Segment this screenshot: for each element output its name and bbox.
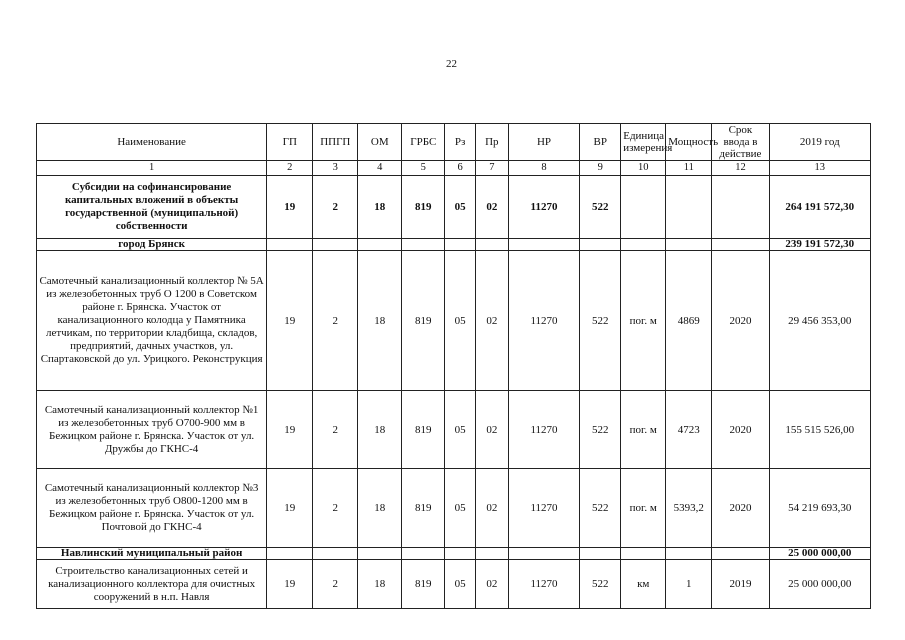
header-om: ОМ [358, 124, 402, 161]
row-unit: пог. м [621, 391, 666, 469]
column-number: 13 [769, 161, 870, 176]
row-unit [621, 176, 666, 239]
row-ppgp: 2 [313, 391, 358, 469]
row-nr: 11270 [508, 251, 580, 391]
row-vr: 522 [580, 560, 621, 609]
row-name: Самотечный канализационный коллектор №1 из железобетонных труб О700-900 мм в Бежицком районе г. Брянска. Участок от ул. Дружбы до ГКНС-4 [37, 391, 267, 469]
row-rz: 05 [445, 176, 476, 239]
row-term: 2019 [712, 560, 769, 609]
column-number: 5 [402, 161, 445, 176]
header-grbs: ГРБС [402, 124, 445, 161]
column-number-row [37, 161, 871, 176]
row-gp: 19 [267, 560, 313, 609]
row-rz: 05 [445, 469, 476, 548]
header-year: 2019 год [769, 124, 870, 161]
row-om: 18 [358, 560, 402, 609]
header-capacity: Мощность [666, 124, 712, 161]
row-vr: 522 [580, 391, 621, 469]
row-om: 18 [358, 176, 402, 239]
header-gp: ГП [267, 124, 313, 161]
row-term [712, 176, 769, 239]
section-row [37, 548, 871, 560]
row-amount: 54 219 693,30 [769, 469, 870, 548]
row-capacity: 4869 [666, 251, 712, 391]
row-rz: 05 [445, 251, 476, 391]
row-term: 2020 [712, 469, 769, 548]
row-name: Навлинский муниципальный район [37, 548, 267, 560]
header-pr: Пр [475, 124, 508, 161]
row-nr: 11270 [508, 176, 580, 239]
row-gp: 19 [267, 251, 313, 391]
column-number: 9 [580, 161, 621, 176]
row-name: Субсидии на софинансирование капитальных вложений в объекты государственной (муниципальной) собственности [37, 176, 267, 239]
row-vr: 522 [580, 176, 621, 239]
column-number: 3 [313, 161, 358, 176]
row-grbs: 819 [402, 176, 445, 239]
column-number: 6 [445, 161, 476, 176]
row-term: 2020 [712, 251, 769, 391]
row-amount: 25 000 000,00 [769, 548, 870, 560]
row-nr: 11270 [508, 469, 580, 548]
page-number: 22 [446, 58, 457, 70]
row-term: 2020 [712, 391, 769, 469]
row-amount: 29 456 353,00 [769, 251, 870, 391]
row-amount: 25 000 000,00 [769, 560, 870, 609]
row-grbs: 819 [402, 391, 445, 469]
row-unit: пог. м [621, 469, 666, 548]
table-row [37, 469, 871, 548]
header-nr: НР [508, 124, 580, 161]
column-number: 8 [508, 161, 580, 176]
row-ppgp: 2 [313, 176, 358, 239]
row-pr: 02 [475, 560, 508, 609]
header-name: Наименование [37, 124, 267, 161]
header-ppgp: ППГП [313, 124, 358, 161]
header-unit: Единица измерения [621, 124, 666, 161]
row-pr: 02 [475, 391, 508, 469]
table-row [37, 176, 871, 239]
header-rz: Рз [445, 124, 476, 161]
header-vr: ВР [580, 124, 621, 161]
row-pr: 02 [475, 469, 508, 548]
row-nr: 11270 [508, 391, 580, 469]
row-grbs: 819 [402, 251, 445, 391]
table-row [37, 251, 871, 391]
row-name: город Брянск [37, 239, 267, 251]
row-om: 18 [358, 469, 402, 548]
row-pr: 02 [475, 251, 508, 391]
row-capacity: 4723 [666, 391, 712, 469]
row-ppgp: 2 [313, 251, 358, 391]
row-gp: 19 [267, 391, 313, 469]
row-unit: км [621, 560, 666, 609]
row-vr: 522 [580, 251, 621, 391]
row-rz: 05 [445, 391, 476, 469]
row-capacity: 1 [666, 560, 712, 609]
row-amount: 155 515 526,00 [769, 391, 870, 469]
column-number: 7 [475, 161, 508, 176]
row-om: 18 [358, 251, 402, 391]
row-name: Самотечный канализационный коллектор № 5А из железобетонных труб О 1200 в Советском районе г. Брянска. Участок от канализационного колодца у Памятника летчикам, по территории кладбища, складов, предприятий, дачных участков, ул. Спартаковской до ул. Урицкого. Реконструкция [37, 251, 267, 391]
row-nr: 11270 [508, 560, 580, 609]
header-row [37, 124, 871, 161]
column-number: 2 [267, 161, 313, 176]
header-term: Срок ввода в действие [712, 124, 769, 161]
row-grbs: 819 [402, 469, 445, 548]
column-number: 1 [37, 161, 267, 176]
row-pr: 02 [475, 176, 508, 239]
table-row [37, 560, 871, 609]
column-number: 10 [621, 161, 666, 176]
row-name: Самотечный канализационный коллектор №3 из железобетонных труб О800-1200 мм в Бежицком районе г. Брянска. Участок от ул. Почтовой до ГКНС-4 [37, 469, 267, 548]
row-amount: 239 191 572,30 [769, 239, 870, 251]
row-gp: 19 [267, 469, 313, 548]
row-unit: пог. м [621, 251, 666, 391]
column-number: 12 [712, 161, 769, 176]
budget-table [36, 123, 871, 609]
table-row [37, 391, 871, 469]
section-row [37, 239, 871, 251]
column-number: 4 [358, 161, 402, 176]
row-amount: 264 191 572,30 [769, 176, 870, 239]
row-name: Строительство канализационных сетей и канализационного коллектора для очистных сооружений в н.п. Навля [37, 560, 267, 609]
row-vr: 522 [580, 469, 621, 548]
row-capacity: 5393,2 [666, 469, 712, 548]
column-number: 11 [666, 161, 712, 176]
row-ppgp: 2 [313, 469, 358, 548]
row-om: 18 [358, 391, 402, 469]
row-rz: 05 [445, 560, 476, 609]
row-grbs: 819 [402, 560, 445, 609]
row-capacity [666, 176, 712, 239]
row-ppgp: 2 [313, 560, 358, 609]
row-gp: 19 [267, 176, 313, 239]
